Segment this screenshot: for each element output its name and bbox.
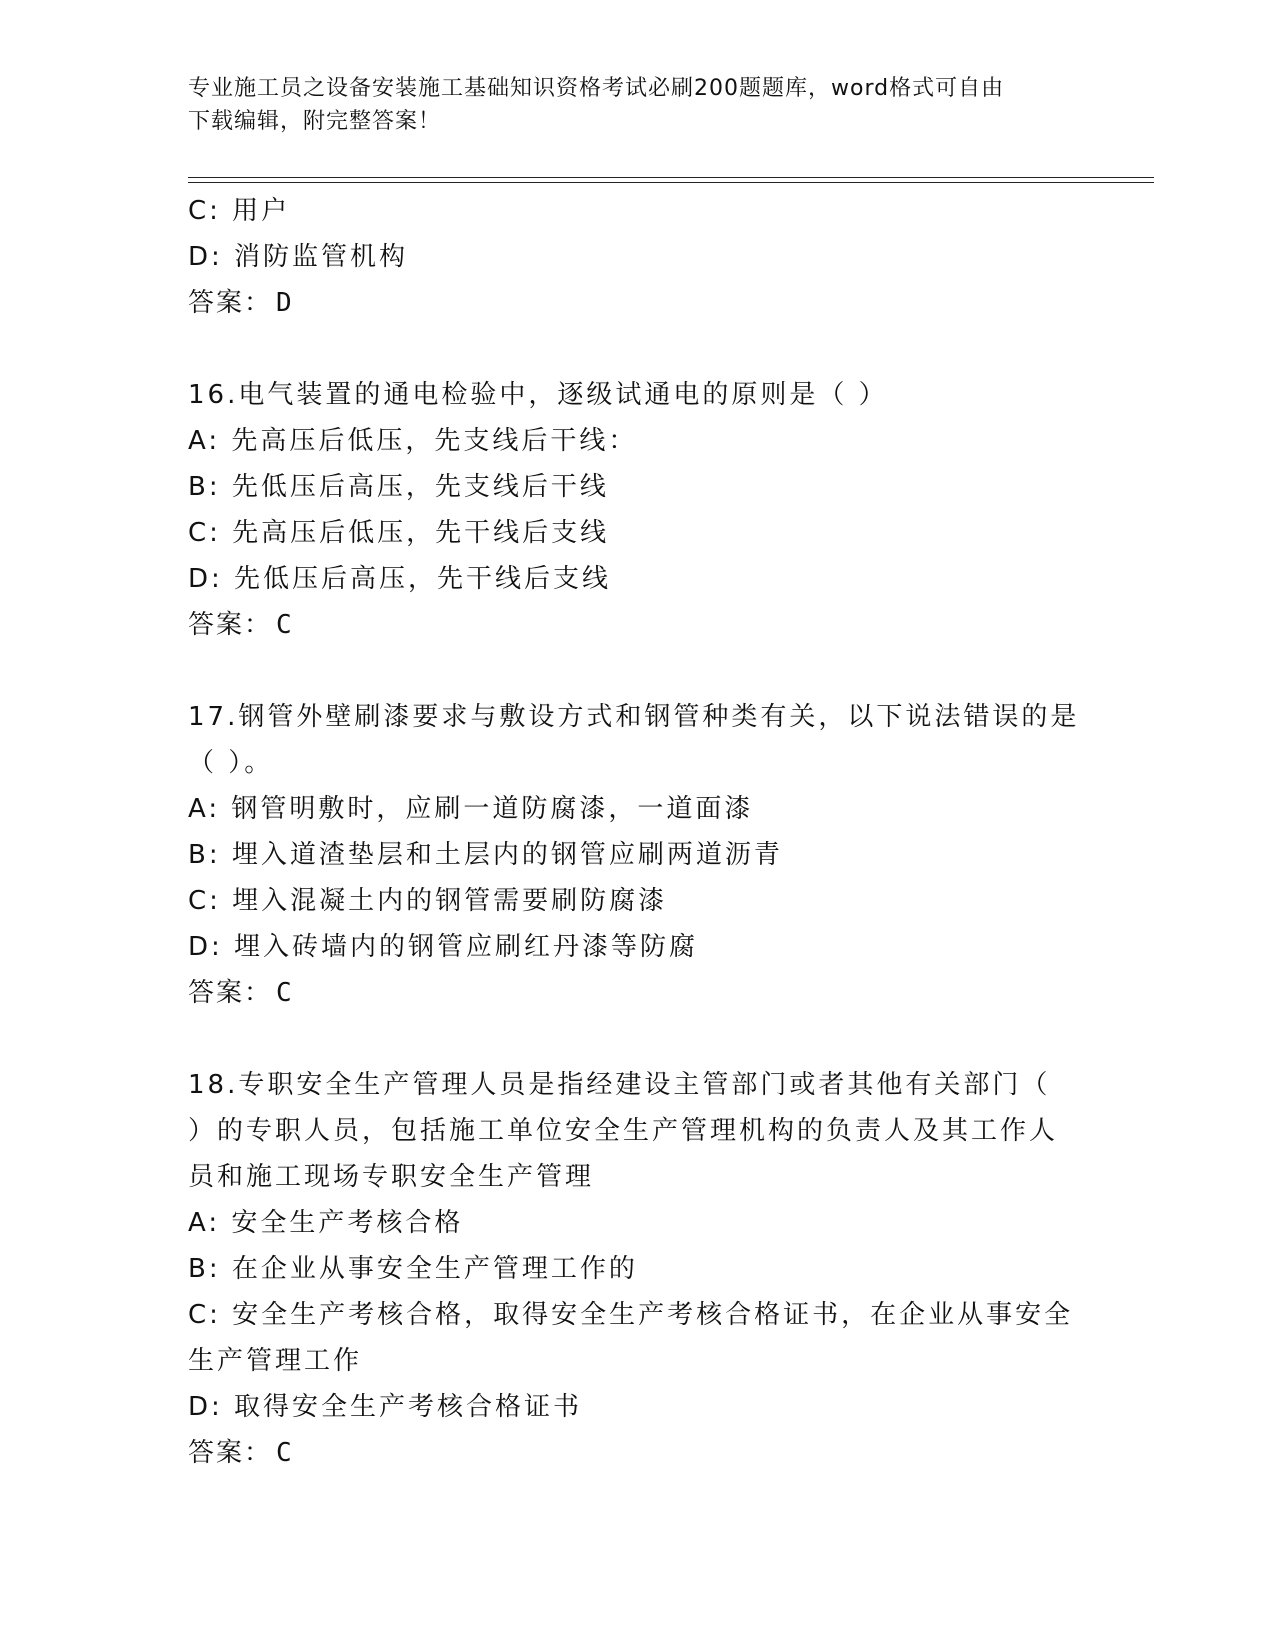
header-line-1: 专业施工员之设备安装施工基础知识资格考试必刷200题题库，word格式可自由	[188, 76, 1005, 101]
answer-value: C	[276, 610, 295, 640]
option-c-line-2: 生产管理工作	[188, 1346, 363, 1376]
option-c: C: 先高压后低压，先干线后支线	[188, 518, 610, 548]
question-title-line-1: 17.钢管外壁刷漆要求与敷设方式和钢管种类有关，以下说法错误的是	[188, 702, 1080, 732]
answer-label: 答案：	[188, 610, 273, 640]
document-header	[188, 72, 1068, 138]
answer-label: 答案：	[188, 1438, 273, 1468]
answer-value: C	[276, 1438, 295, 1468]
question-title: 16.电气装置的通电检验中，逐级试通电的原则是（ ）	[188, 380, 888, 410]
answer-line	[188, 602, 1088, 648]
answer-label: 答案：	[188, 288, 273, 318]
option-d: D: 消防监管机构	[188, 242, 409, 272]
question-16	[188, 372, 1088, 648]
answer-line	[188, 280, 1088, 326]
spacer	[188, 326, 1088, 372]
header-divider-top	[188, 177, 1154, 178]
question-15	[188, 188, 1088, 326]
answer-line	[188, 970, 1088, 1016]
question-title-line-2: ）的专职人员，包括施工单位安全生产管理机构的负责人及其工作人	[188, 1116, 1059, 1146]
option-c-line-1: C: 安全生产考核合格，取得安全生产考核合格证书，在企业从事安全	[188, 1300, 1074, 1330]
question-list	[188, 188, 1088, 1476]
option-c: C: 埋入混凝土内的钢管需要刷防腐漆	[188, 886, 668, 916]
answer-line	[188, 1430, 1088, 1476]
answer-value: C	[276, 978, 295, 1008]
option-d: D: 先低压后高压，先干线后支线	[188, 564, 612, 594]
question-title-line-3: 员和施工现场专职安全生产管理	[188, 1162, 595, 1192]
option-a: A: 安全生产考核合格	[188, 1208, 464, 1238]
option-b: B: 先低压后高压，先支线后干线	[188, 472, 609, 502]
answer-label: 答案：	[188, 978, 273, 1008]
question-18	[188, 1062, 1088, 1476]
spacer	[188, 648, 1088, 694]
option-a: A: 钢管明敷时，应刷一道防腐漆，一道面漆	[188, 794, 754, 824]
option-b: B: 埋入道渣垫层和土层内的钢管应刷两道沥青	[188, 840, 783, 870]
question-17	[188, 694, 1088, 1016]
option-b: B: 在企业从事安全生产管理工作的	[188, 1254, 638, 1284]
option-c: C: 用户	[188, 196, 291, 226]
answer-value: D	[276, 288, 295, 318]
header-divider-bottom	[188, 182, 1154, 183]
spacer	[188, 1016, 1088, 1062]
option-d: D: 埋入砖墙内的钢管应刷红丹漆等防腐	[188, 932, 699, 962]
option-d: D: 取得安全生产考核合格证书	[188, 1392, 583, 1422]
header-line-2: 下载编辑，附完整答案！	[188, 109, 442, 134]
question-title-line-1: 18.专职安全生产管理人员是指经建设主管部门或者其他有关部门（	[188, 1070, 1051, 1100]
question-title-line-2: （ ）。	[188, 748, 274, 778]
option-a: A: 先高压后低压，先支线后干线：	[188, 426, 638, 456]
